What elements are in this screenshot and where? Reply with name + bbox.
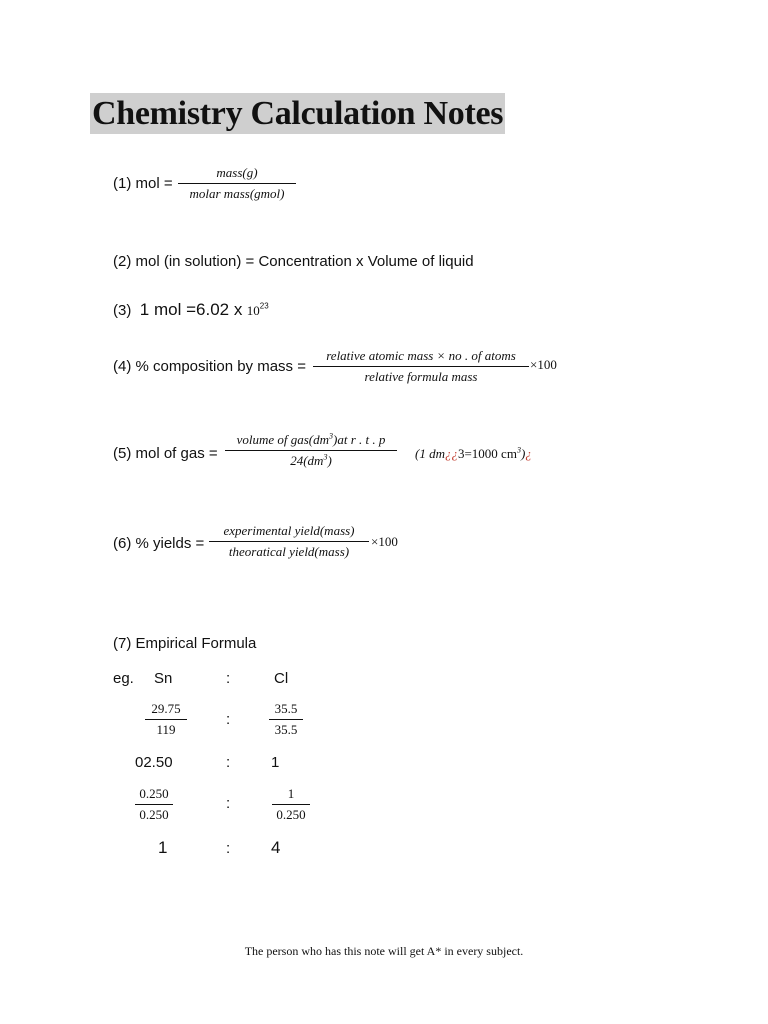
- formula-5-label: (5) mol of gas =: [113, 445, 218, 462]
- formula-4-label: (4) % composition by mass =: [113, 358, 306, 375]
- formula-5-fraction: [225, 432, 397, 469]
- formula-4-denominator: relative formula mass: [364, 369, 478, 384]
- cl-ratio-fraction: 1 0.250: [272, 786, 310, 823]
- fraction-bar: [178, 183, 296, 184]
- sn-ratio-result: 1: [158, 838, 168, 857]
- formula-1-denominator: molar mass(gmol): [189, 186, 285, 201]
- formula-7-heading: (7) Empirical Formula: [113, 635, 257, 652]
- example-label: eg.: [113, 670, 134, 687]
- formula-1-label: (1) mol =: [113, 175, 173, 192]
- formula-2-text: (2) mol (in solution) = Concentration x Volume of liquid: [113, 253, 474, 270]
- fraction-bar: [225, 450, 397, 451]
- cl-ratio-result: 4: [271, 838, 281, 857]
- formula-6-label: (6) % yields =: [113, 535, 205, 552]
- cl-moles-fraction: 35.5 35.5: [269, 701, 303, 738]
- fraction-bar: [209, 541, 369, 542]
- ratio-colon: :: [226, 840, 231, 857]
- formula-5-numerator: volume of $gas(dm^3)at$ r . t . p: [236, 431, 386, 447]
- formula-3: [113, 300, 269, 320]
- formula-5-note: (1 dm¿¿3=1000 $cm^3)¿$: [415, 445, 532, 461]
- fraction-bar: [313, 366, 529, 367]
- formula-6-multiplier: ×100: [371, 534, 398, 549]
- sn-moles-fraction: 29.75 119: [145, 701, 187, 738]
- ratio-colon: :: [226, 754, 231, 771]
- formula-3-label: (3): [113, 302, 132, 319]
- formula-3-base: 10: [246, 303, 260, 318]
- element-sn: Sn: [154, 670, 173, 687]
- formula-4-fraction: [313, 348, 529, 385]
- ratio-colon: :: [226, 711, 231, 728]
- formula-6-numerator: experimental yield(mass): [223, 523, 355, 538]
- ratio-colon: :: [226, 670, 231, 687]
- footer-note: The person who has this note will get A* in every subject.: [244, 944, 524, 958]
- cl-moles-value: 1: [271, 754, 280, 771]
- ratio-colon: :: [226, 795, 231, 812]
- formula-4-multiplier: ×100: [530, 357, 557, 372]
- formula-1-fraction: [178, 165, 296, 202]
- formula-5-denominator: $24(dm^3)$: [290, 452, 332, 468]
- element-cl: Cl: [274, 670, 289, 687]
- formula-6-fraction: [209, 523, 369, 560]
- formula-3-exponent: 23: [259, 301, 269, 311]
- formula-3-main: 1 mol =6.02 x: [139, 300, 243, 319]
- formula-4-numerator: relative atomic mass × no . of atoms: [326, 348, 516, 363]
- page-title: Chemistry Calculation Notes: [92, 95, 504, 132]
- formula-1-numerator: mass(g): [216, 165, 258, 180]
- sn-moles-value: 02.50: [135, 754, 173, 771]
- sn-ratio-fraction: 0.250 0.250: [135, 786, 173, 823]
- formula-6-denominator: theoratical yield(mass): [228, 544, 350, 559]
